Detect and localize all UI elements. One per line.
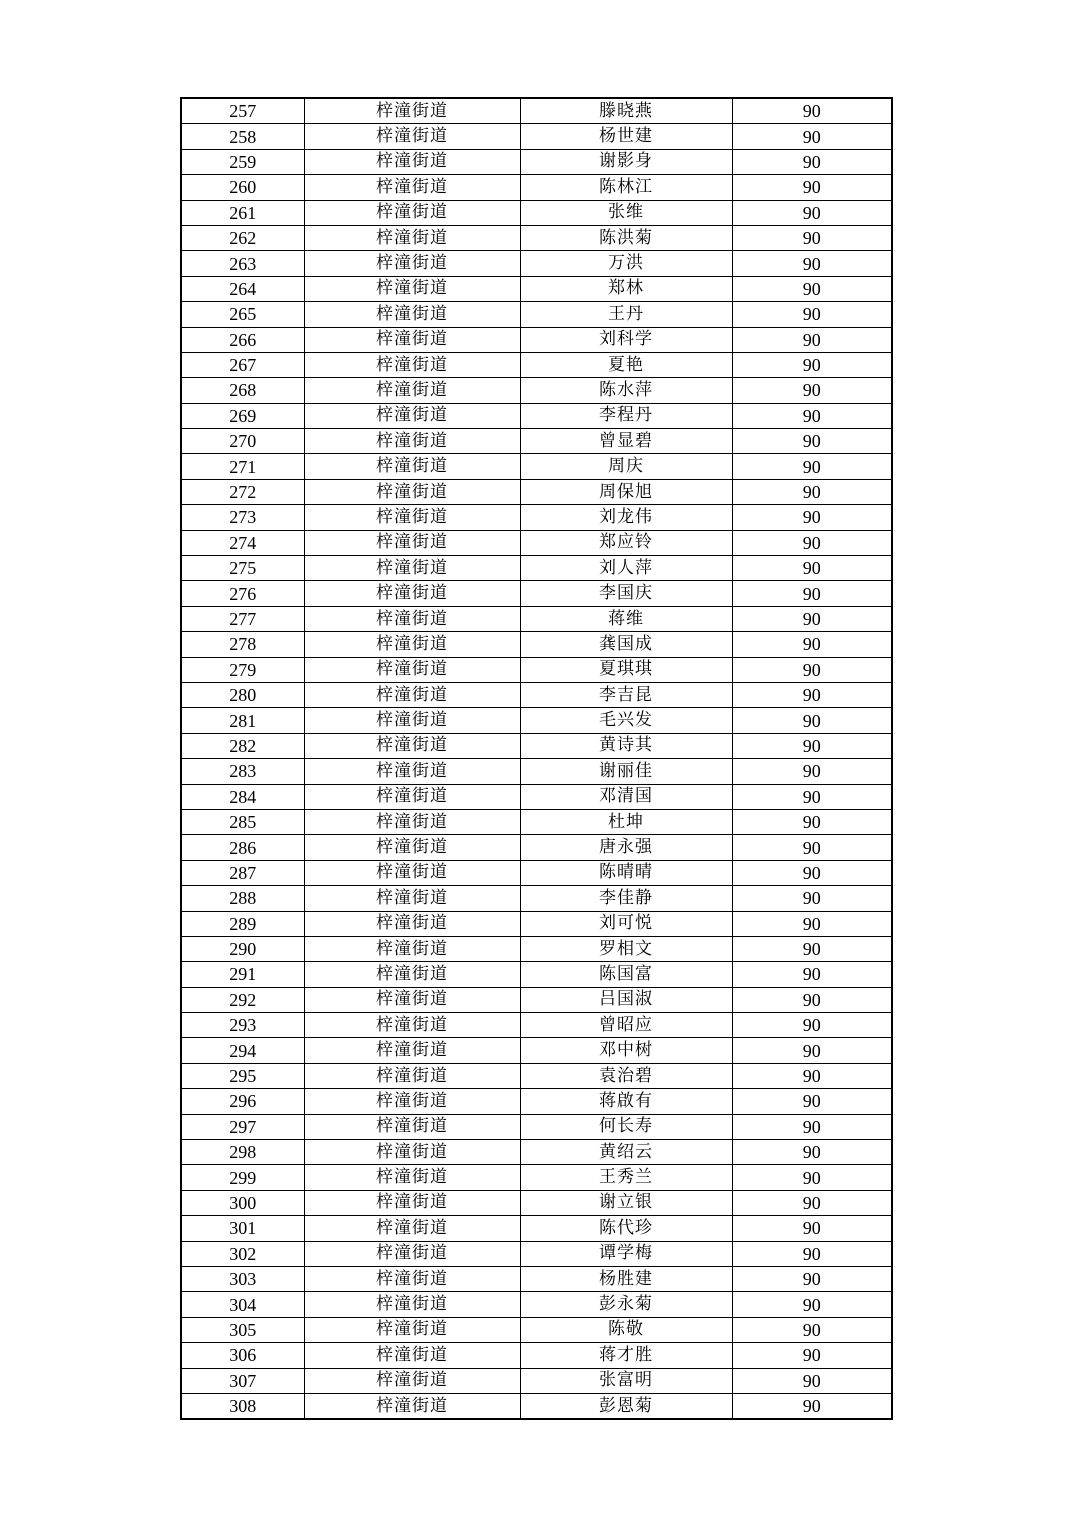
table-row — [181, 251, 892, 276]
row-number-cell: 271 — [181, 454, 304, 479]
score-cell: 90 — [732, 1063, 892, 1088]
score-cell: 90 — [732, 454, 892, 479]
street-cell: 梓潼街道 — [304, 378, 520, 403]
person-name-cell: 何长寿 — [520, 1114, 732, 1139]
street-cell: 梓潼街道 — [304, 860, 520, 885]
row-number-cell: 268 — [181, 378, 304, 403]
table-row — [181, 1165, 892, 1190]
table-row — [181, 632, 892, 657]
street-cell: 梓潼街道 — [304, 1266, 520, 1291]
row-number-cell: 306 — [181, 1343, 304, 1368]
street-cell: 梓潼街道 — [304, 911, 520, 936]
table-row — [181, 682, 892, 707]
street-cell: 梓潼街道 — [304, 886, 520, 911]
row-number-cell: 273 — [181, 505, 304, 530]
score-cell: 90 — [732, 403, 892, 428]
table-row — [181, 911, 892, 936]
person-name-cell: 袁治碧 — [520, 1063, 732, 1088]
person-name-cell: 杨胜建 — [520, 1266, 732, 1291]
score-cell: 90 — [732, 302, 892, 327]
score-cell: 90 — [732, 1140, 892, 1165]
street-cell: 梓潼街道 — [304, 581, 520, 606]
person-name-cell: 龚国成 — [520, 632, 732, 657]
street-cell: 梓潼街道 — [304, 1393, 520, 1419]
score-cell: 90 — [732, 708, 892, 733]
roster-table-body — [181, 98, 892, 1419]
row-number-cell: 292 — [181, 987, 304, 1012]
person-name-cell: 郑林 — [520, 276, 732, 301]
street-cell: 梓潼街道 — [304, 98, 520, 124]
score-cell: 90 — [732, 530, 892, 555]
street-cell: 梓潼街道 — [304, 505, 520, 530]
person-name-cell: 陈林江 — [520, 175, 732, 200]
table-row — [181, 936, 892, 961]
table-row — [181, 1013, 892, 1038]
person-name-cell: 谢立银 — [520, 1190, 732, 1215]
row-number-cell: 284 — [181, 784, 304, 809]
street-cell: 梓潼街道 — [304, 479, 520, 504]
row-number-cell: 298 — [181, 1140, 304, 1165]
row-number-cell: 295 — [181, 1063, 304, 1088]
row-number-cell: 293 — [181, 1013, 304, 1038]
table-row — [181, 835, 892, 860]
table-row — [181, 987, 892, 1012]
table-row — [181, 149, 892, 174]
row-number-cell: 276 — [181, 581, 304, 606]
person-name-cell: 谭学梅 — [520, 1241, 732, 1266]
row-number-cell: 294 — [181, 1038, 304, 1063]
score-cell: 90 — [732, 1038, 892, 1063]
score-cell: 90 — [732, 98, 892, 124]
person-name-cell: 罗相文 — [520, 936, 732, 961]
table-row — [181, 1114, 892, 1139]
row-number-cell: 291 — [181, 962, 304, 987]
score-cell: 90 — [732, 276, 892, 301]
score-cell: 90 — [732, 1190, 892, 1215]
row-number-cell: 274 — [181, 530, 304, 555]
score-cell: 90 — [732, 682, 892, 707]
table-row — [181, 225, 892, 250]
row-number-cell: 264 — [181, 276, 304, 301]
street-cell: 梓潼街道 — [304, 784, 520, 809]
person-name-cell: 张富明 — [520, 1368, 732, 1393]
table-row — [181, 530, 892, 555]
street-cell: 梓潼街道 — [304, 429, 520, 454]
person-name-cell: 彭永菊 — [520, 1292, 732, 1317]
score-cell: 90 — [732, 251, 892, 276]
table-row — [181, 200, 892, 225]
person-name-cell: 黄诗其 — [520, 733, 732, 758]
person-name-cell: 谢丽佳 — [520, 759, 732, 784]
person-name-cell: 万洪 — [520, 251, 732, 276]
score-cell: 90 — [732, 911, 892, 936]
row-number-cell: 299 — [181, 1165, 304, 1190]
row-number-cell: 280 — [181, 682, 304, 707]
street-cell: 梓潼街道 — [304, 1140, 520, 1165]
table-row — [181, 962, 892, 987]
table-row — [181, 606, 892, 631]
score-cell: 90 — [732, 606, 892, 631]
score-cell: 90 — [732, 632, 892, 657]
person-name-cell: 陈水萍 — [520, 378, 732, 403]
street-cell: 梓潼街道 — [304, 276, 520, 301]
row-number-cell: 262 — [181, 225, 304, 250]
score-cell: 90 — [732, 200, 892, 225]
row-number-cell: 265 — [181, 302, 304, 327]
table-row — [181, 403, 892, 428]
row-number-cell: 289 — [181, 911, 304, 936]
person-name-cell: 蒋才胜 — [520, 1343, 732, 1368]
table-row — [181, 1368, 892, 1393]
row-number-cell: 263 — [181, 251, 304, 276]
table-row — [181, 429, 892, 454]
street-cell: 梓潼街道 — [304, 530, 520, 555]
score-cell: 90 — [732, 962, 892, 987]
table-row — [181, 1216, 892, 1241]
score-cell: 90 — [732, 733, 892, 758]
row-number-cell: 279 — [181, 657, 304, 682]
table-row — [181, 175, 892, 200]
score-cell: 90 — [732, 124, 892, 149]
table-row — [181, 809, 892, 834]
row-number-cell: 287 — [181, 860, 304, 885]
street-cell: 梓潼街道 — [304, 1317, 520, 1342]
score-cell: 90 — [732, 1393, 892, 1419]
person-name-cell: 刘人萍 — [520, 556, 732, 581]
row-number-cell: 258 — [181, 124, 304, 149]
person-name-cell: 刘可悦 — [520, 911, 732, 936]
street-cell: 梓潼街道 — [304, 682, 520, 707]
score-cell: 90 — [732, 657, 892, 682]
row-number-cell: 285 — [181, 809, 304, 834]
table-row — [181, 302, 892, 327]
table-row — [181, 1140, 892, 1165]
table-row — [181, 1063, 892, 1088]
street-cell: 梓潼街道 — [304, 1292, 520, 1317]
person-name-cell: 曾昭应 — [520, 1013, 732, 1038]
street-cell: 梓潼街道 — [304, 987, 520, 1012]
person-name-cell: 刘科学 — [520, 327, 732, 352]
row-number-cell: 266 — [181, 327, 304, 352]
score-cell: 90 — [732, 1013, 892, 1038]
row-number-cell: 301 — [181, 1216, 304, 1241]
person-name-cell: 夏艳 — [520, 352, 732, 377]
score-cell: 90 — [732, 1343, 892, 1368]
table-row — [181, 1292, 892, 1317]
street-cell: 梓潼街道 — [304, 835, 520, 860]
person-name-cell: 周庆 — [520, 454, 732, 479]
street-cell: 梓潼街道 — [304, 1063, 520, 1088]
street-cell: 梓潼街道 — [304, 708, 520, 733]
street-cell: 梓潼街道 — [304, 962, 520, 987]
table-row — [181, 98, 892, 124]
score-cell: 90 — [732, 1266, 892, 1291]
person-name-cell: 彭恩菊 — [520, 1393, 732, 1419]
score-cell: 90 — [732, 759, 892, 784]
street-cell: 梓潼街道 — [304, 175, 520, 200]
person-name-cell: 邓清国 — [520, 784, 732, 809]
street-cell: 梓潼街道 — [304, 327, 520, 352]
street-cell: 梓潼街道 — [304, 1368, 520, 1393]
table-row — [181, 1038, 892, 1063]
row-number-cell: 308 — [181, 1393, 304, 1419]
score-cell: 90 — [732, 1165, 892, 1190]
score-cell: 90 — [732, 429, 892, 454]
row-number-cell: 305 — [181, 1317, 304, 1342]
street-cell: 梓潼街道 — [304, 149, 520, 174]
score-cell: 90 — [732, 1089, 892, 1114]
street-cell: 梓潼街道 — [304, 733, 520, 758]
roster-table — [180, 97, 893, 1420]
row-number-cell: 296 — [181, 1089, 304, 1114]
score-cell: 90 — [732, 378, 892, 403]
row-number-cell: 282 — [181, 733, 304, 758]
person-name-cell: 郑应铃 — [520, 530, 732, 555]
score-cell: 90 — [732, 1114, 892, 1139]
table-row — [181, 733, 892, 758]
person-name-cell: 谢影身 — [520, 149, 732, 174]
street-cell: 梓潼街道 — [304, 1241, 520, 1266]
person-name-cell: 曾显碧 — [520, 429, 732, 454]
score-cell: 90 — [732, 886, 892, 911]
row-number-cell: 260 — [181, 175, 304, 200]
street-cell: 梓潼街道 — [304, 1343, 520, 1368]
street-cell: 梓潼街道 — [304, 200, 520, 225]
table-row — [181, 581, 892, 606]
table-row — [181, 556, 892, 581]
person-name-cell: 蒋维 — [520, 606, 732, 631]
street-cell: 梓潼街道 — [304, 1114, 520, 1139]
person-name-cell: 杜坤 — [520, 809, 732, 834]
street-cell: 梓潼街道 — [304, 606, 520, 631]
street-cell: 梓潼街道 — [304, 1038, 520, 1063]
score-cell: 90 — [732, 936, 892, 961]
street-cell: 梓潼街道 — [304, 809, 520, 834]
table-row — [181, 505, 892, 530]
row-number-cell: 267 — [181, 352, 304, 377]
score-cell: 90 — [732, 1241, 892, 1266]
row-number-cell: 304 — [181, 1292, 304, 1317]
score-cell: 90 — [732, 1216, 892, 1241]
street-cell: 梓潼街道 — [304, 1190, 520, 1215]
row-number-cell: 261 — [181, 200, 304, 225]
score-cell: 90 — [732, 479, 892, 504]
table-row — [181, 1393, 892, 1419]
table-row — [181, 1241, 892, 1266]
street-cell: 梓潼街道 — [304, 1216, 520, 1241]
street-cell: 梓潼街道 — [304, 251, 520, 276]
row-number-cell: 288 — [181, 886, 304, 911]
table-row — [181, 886, 892, 911]
row-number-cell: 259 — [181, 149, 304, 174]
street-cell: 梓潼街道 — [304, 302, 520, 327]
table-row — [181, 479, 892, 504]
score-cell: 90 — [732, 225, 892, 250]
table-row — [181, 860, 892, 885]
person-name-cell: 李国庆 — [520, 581, 732, 606]
row-number-cell: 269 — [181, 403, 304, 428]
person-name-cell: 毛兴发 — [520, 708, 732, 733]
table-row — [181, 657, 892, 682]
street-cell: 梓潼街道 — [304, 352, 520, 377]
street-cell: 梓潼街道 — [304, 632, 520, 657]
person-name-cell: 杨世建 — [520, 124, 732, 149]
table-row — [181, 759, 892, 784]
table-row — [181, 784, 892, 809]
score-cell: 90 — [732, 860, 892, 885]
score-cell: 90 — [732, 149, 892, 174]
street-cell: 梓潼街道 — [304, 1089, 520, 1114]
row-number-cell: 286 — [181, 835, 304, 860]
score-cell: 90 — [732, 809, 892, 834]
person-name-cell: 陈洪菊 — [520, 225, 732, 250]
score-cell: 90 — [732, 352, 892, 377]
person-name-cell: 张维 — [520, 200, 732, 225]
person-name-cell: 滕晓燕 — [520, 98, 732, 124]
row-number-cell: 275 — [181, 556, 304, 581]
person-name-cell: 王丹 — [520, 302, 732, 327]
table-row — [181, 124, 892, 149]
table-row — [181, 1317, 892, 1342]
score-cell: 90 — [732, 1317, 892, 1342]
person-name-cell: 陈晴晴 — [520, 860, 732, 885]
person-name-cell: 李程丹 — [520, 403, 732, 428]
person-name-cell: 蒋啟有 — [520, 1089, 732, 1114]
street-cell: 梓潼街道 — [304, 556, 520, 581]
row-number-cell: 283 — [181, 759, 304, 784]
table-row — [181, 454, 892, 479]
street-cell: 梓潼街道 — [304, 936, 520, 961]
street-cell: 梓潼街道 — [304, 454, 520, 479]
row-number-cell: 297 — [181, 1114, 304, 1139]
table-row — [181, 378, 892, 403]
person-name-cell: 吕国淑 — [520, 987, 732, 1012]
table-row — [181, 708, 892, 733]
score-cell: 90 — [732, 835, 892, 860]
row-number-cell: 300 — [181, 1190, 304, 1215]
table-row — [181, 1190, 892, 1215]
row-number-cell: 270 — [181, 429, 304, 454]
table-row — [181, 1089, 892, 1114]
row-number-cell: 281 — [181, 708, 304, 733]
person-name-cell: 王秀兰 — [520, 1165, 732, 1190]
person-name-cell: 陈敬 — [520, 1317, 732, 1342]
score-cell: 90 — [732, 1292, 892, 1317]
street-cell: 梓潼街道 — [304, 657, 520, 682]
row-number-cell: 272 — [181, 479, 304, 504]
person-name-cell: 李佳静 — [520, 886, 732, 911]
table-row — [181, 352, 892, 377]
row-number-cell: 257 — [181, 98, 304, 124]
street-cell: 梓潼街道 — [304, 1165, 520, 1190]
person-name-cell: 夏琪琪 — [520, 657, 732, 682]
table-row — [181, 1266, 892, 1291]
score-cell: 90 — [732, 175, 892, 200]
person-name-cell: 陈代珍 — [520, 1216, 732, 1241]
street-cell: 梓潼街道 — [304, 124, 520, 149]
street-cell: 梓潼街道 — [304, 403, 520, 428]
person-name-cell: 周保旭 — [520, 479, 732, 504]
person-name-cell: 黄绍云 — [520, 1140, 732, 1165]
person-name-cell: 邓中树 — [520, 1038, 732, 1063]
street-cell: 梓潼街道 — [304, 1013, 520, 1038]
row-number-cell: 277 — [181, 606, 304, 631]
score-cell: 90 — [732, 581, 892, 606]
score-cell: 90 — [732, 505, 892, 530]
street-cell: 梓潼街道 — [304, 759, 520, 784]
table-row — [181, 327, 892, 352]
score-cell: 90 — [732, 987, 892, 1012]
score-cell: 90 — [732, 556, 892, 581]
score-cell: 90 — [732, 1368, 892, 1393]
score-cell: 90 — [732, 784, 892, 809]
person-name-cell: 陈国富 — [520, 962, 732, 987]
person-name-cell: 刘龙伟 — [520, 505, 732, 530]
row-number-cell: 307 — [181, 1368, 304, 1393]
score-cell: 90 — [732, 327, 892, 352]
row-number-cell: 278 — [181, 632, 304, 657]
row-number-cell: 290 — [181, 936, 304, 961]
person-name-cell: 唐永强 — [520, 835, 732, 860]
table-row — [181, 276, 892, 301]
person-name-cell: 李吉昆 — [520, 682, 732, 707]
row-number-cell: 303 — [181, 1266, 304, 1291]
table-row — [181, 1343, 892, 1368]
row-number-cell: 302 — [181, 1241, 304, 1266]
street-cell: 梓潼街道 — [304, 225, 520, 250]
